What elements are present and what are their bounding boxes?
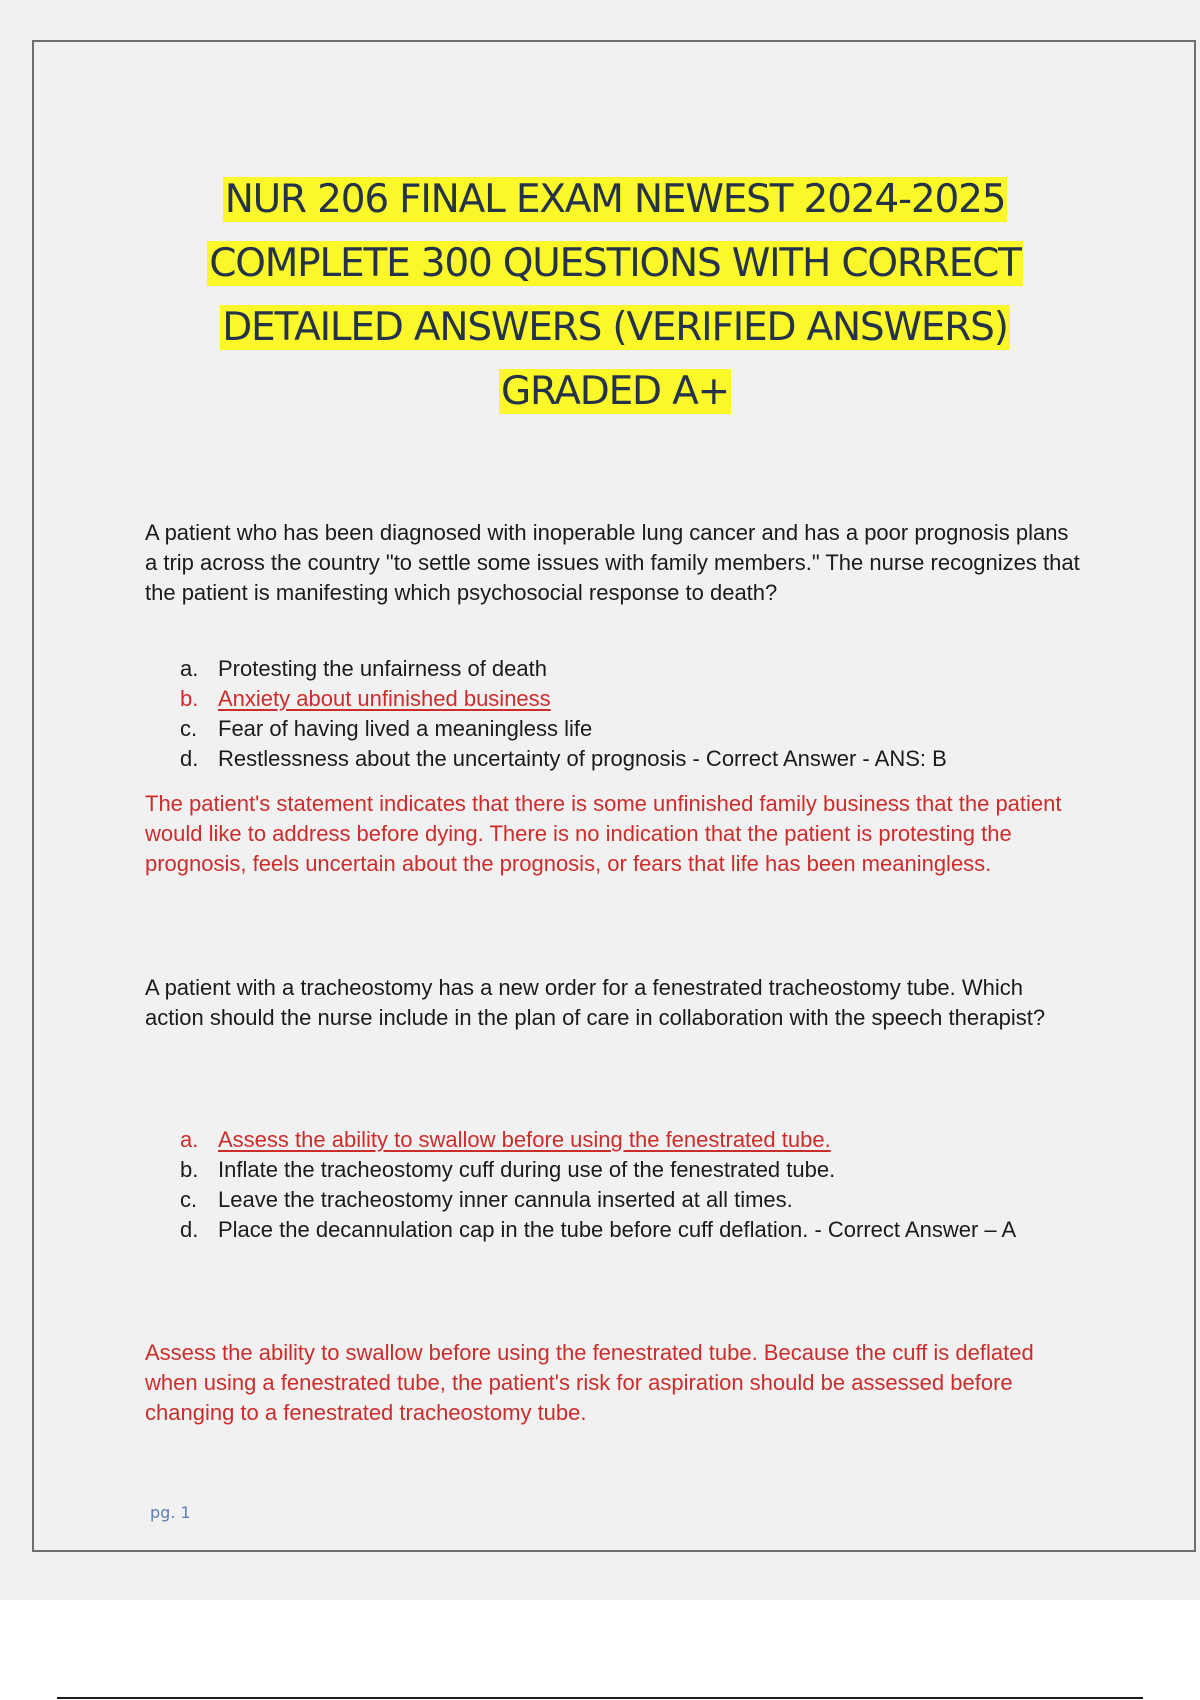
option-text: Leave the tracheostomy inner cannula inserted at all times. <box>218 1187 793 1212</box>
document-title <box>0 168 1200 424</box>
option-text: Inflate the tracheostomy cuff during use of the fenestrated tube. <box>218 1157 836 1182</box>
question-1-option-c <box>180 714 1080 744</box>
option-text: Anxiety about unfinished business <box>218 686 551 711</box>
question-2-option-d <box>180 1215 1080 1245</box>
question-1-options <box>180 654 1080 774</box>
question-1-rationale: The patient's statement indicates that there is some unfinished family business that the patient would like to address before dying. There is no indication that the patient is protesting the prognosis, feels uncertain about the prognosis, or fears that life has been meaningless. <box>145 791 1062 876</box>
option-letter: d. <box>180 746 199 771</box>
question-2-options <box>180 1125 1080 1245</box>
question-2-option-a-correct <box>180 1125 1080 1155</box>
option-text: Restlessness about the uncertainty of prognosis - Correct Answer - ANS: B <box>218 746 947 771</box>
page-number: pg. 1 <box>150 1503 191 1522</box>
option-letter: d. <box>180 1217 199 1242</box>
option-letter: a. <box>180 1127 199 1152</box>
title-line-1: NUR 206 FINAL EXAM NEWEST 2024-2025 <box>224 177 1006 222</box>
question-1-option-d <box>180 744 1080 774</box>
title-line-2: COMPLETE 300 QUESTIONS WITH CORRECT <box>209 241 1021 286</box>
title-line-3: DETAILED ANSWERS (VERIFIED ANSWERS) <box>222 305 1008 350</box>
option-letter: b. <box>180 1157 199 1182</box>
page-divider-line <box>57 1697 1143 1699</box>
question-1-option-b-correct <box>180 684 1080 714</box>
option-letter: c. <box>180 716 198 741</box>
option-text: Place the decannulation cap in the tube before cuff deflation. - Correct Answer – A <box>218 1217 1017 1242</box>
title-line-4: GRADED A+ <box>500 369 730 414</box>
option-letter: b. <box>180 686 199 711</box>
next-page-area <box>0 1600 1200 1700</box>
option-text: Fear of having lived a meaningless life <box>218 716 593 741</box>
question-1-option-a <box>180 654 1080 684</box>
question-1-stem: A patient who has been diagnosed with inoperable lung cancer and has a poor prognosis plans a trip across the country "to settle some issues with family members." The nurse recognizes that the patient is manifesting which psychosocial response to death? <box>145 520 1080 605</box>
question-2-stem: A patient with a tracheostomy has a new order for a fenestrated tracheostomy tube. Which action should the nurse include in the plan of care in collaboration with the speech therapist? <box>145 975 1046 1030</box>
question-2-option-b <box>180 1155 1080 1185</box>
question-2-option-c <box>180 1185 1080 1215</box>
option-text: Protesting the unfairness of death <box>218 656 547 681</box>
option-text: Assess the ability to swallow before using the fenestrated tube. <box>218 1127 831 1152</box>
option-letter: c. <box>180 1187 198 1212</box>
question-2-rationale: Assess the ability to swallow before using the fenestrated tube. Because the cuff is deflated when using a fenestrated tube, the patient's risk for aspiration should be assessed before changing to a fenestrated tracheostomy tube. <box>145 1340 1034 1425</box>
option-letter: a. <box>180 656 199 681</box>
